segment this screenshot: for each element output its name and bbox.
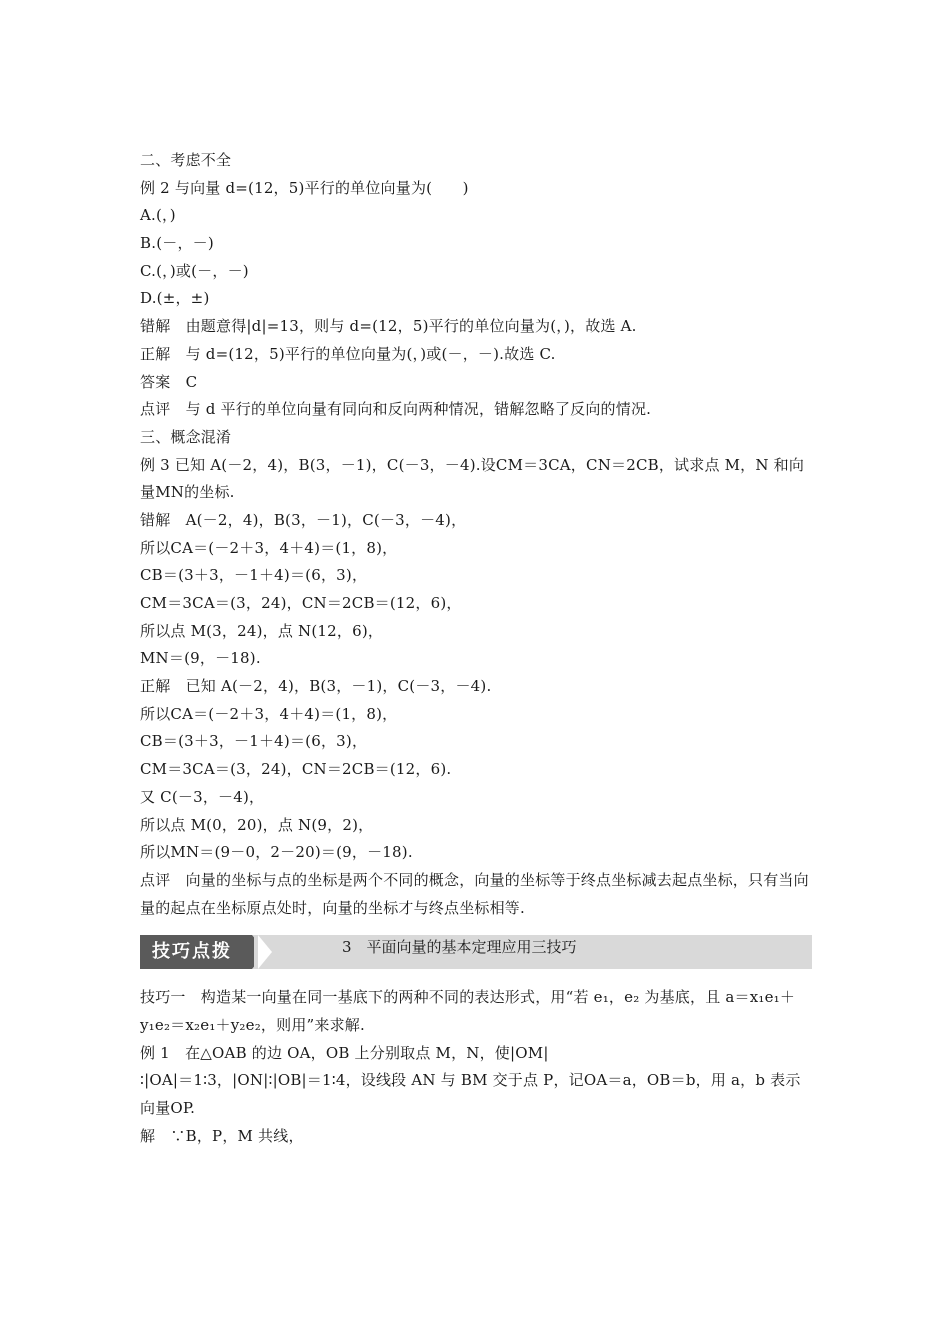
- correct-solution-2: 正解 与 d=(12，5)平行的单位向量为(，)或(－，－).故选 C.: [140, 344, 556, 363]
- wrong-solution-3-line: MN＝(9，－18).: [140, 649, 261, 668]
- wrong-solution-3-line: CM＝3CA＝(3，24)，CN＝2CB＝(12，6)，: [140, 594, 462, 613]
- section-heading-2: 二、考虑不全: [140, 151, 232, 169]
- correct-solution-3-line: 所以MN＝(9－0，2－20)＝(9，－18).: [140, 843, 413, 862]
- correct-solution-3-line: 正解 已知 A(－2，4)，B(3，－1)，C(－3，－4).: [140, 677, 492, 696]
- correct-solution-3-line: CM＝3CA＝(3，24)，CN＝2CB＝(12，6).: [140, 760, 452, 779]
- example-3: 例 3 已知 A(－2，4)，B(3，－1)，C(－3，－4).设CM＝3CA，CN＝2CB，试求点 M，N 和向量MN的坐标.: [140, 455, 805, 502]
- solution-start: 解 ∵B，P，M 共线，: [140, 1126, 304, 1145]
- correct-solution-3-line: 又 C(－3，－4)，: [140, 787, 265, 806]
- correct-solution-3-line: CB＝(3＋3，－1＋4)＝(6，3)，: [140, 732, 368, 751]
- banner-title: 3 平面向量的基本定理应用三技巧: [342, 938, 577, 957]
- comment-3: 点评 向量的坐标与点的坐标是两个不同的概念，向量的坐标等于终点坐标减去起点坐标，只有当向量的起点在坐标原点处时，向量的坐标才与终点坐标相等.: [140, 870, 809, 917]
- example-2: 例 2 与向量 d=(12，5)平行的单位向量为( ): [140, 178, 469, 197]
- wrong-solution-3-line: 所以CA＝(－2＋3，4＋4)＝(1，8)，: [140, 538, 398, 557]
- correct-solution-3-line: 所以CA＝(－2＋3，4＋4)＝(1，8)，: [140, 704, 398, 723]
- answer-2: 答案 C: [140, 372, 198, 391]
- document-body: [140, 147, 812, 1151]
- option-c: C.(，)或(－，－): [140, 261, 249, 280]
- banner-notch-white: [258, 935, 272, 969]
- example-1-line-2: ∶|OA|＝1∶3，|ON|∶|OB|＝1∶4，设线段 AN 与 BM 交于点 P，记OA＝a，OB＝b，用 a，b 表示向量OP.: [140, 1071, 801, 1118]
- option-d: D.(±，±): [140, 289, 210, 308]
- correct-solution-3-line: 所以点 M(0，20)，点 N(9，2)，: [140, 815, 374, 834]
- tip-1-text: 技巧一 构造某一向量在同一基底下的两种不同的表达形式，用“若 e₁，e₂ 为基底，且 a＝x₁e₁＋y₁e₂＝x₂e₁＋y₂e₂，则用”来求解.: [140, 988, 796, 1035]
- example-1-line-1: 例 1 在△OAB 的边 OA，OB 上分别取点 M，N，使|OM|: [140, 1043, 549, 1062]
- section-heading-3: 三、概念混淆: [140, 427, 232, 446]
- comment-2: 点评 与 d 平行的单位向量有同向和反向两种情况，错解忽略了反向的情况.: [140, 400, 652, 419]
- option-b: B.(－，－): [140, 234, 214, 253]
- wrong-solution-2: 错解 由题意得|d|=13，则与 d=(12，5)平行的单位向量为(，)，故选 A.: [140, 317, 637, 336]
- option-a: A.(，): [140, 206, 176, 225]
- banner-tag: 技巧点拨: [140, 935, 252, 969]
- tips-banner: [140, 935, 812, 969]
- wrong-solution-3-line: CB＝(3＋3，－1＋4)＝(6，3)，: [140, 566, 368, 585]
- wrong-solution-3-line: 错解 A(－2，4)，B(3，－1)，C(－3，－4)，: [140, 510, 467, 529]
- wrong-solution-3-line: 所以点 M(3，24)，点 N(12，6)，: [140, 621, 384, 640]
